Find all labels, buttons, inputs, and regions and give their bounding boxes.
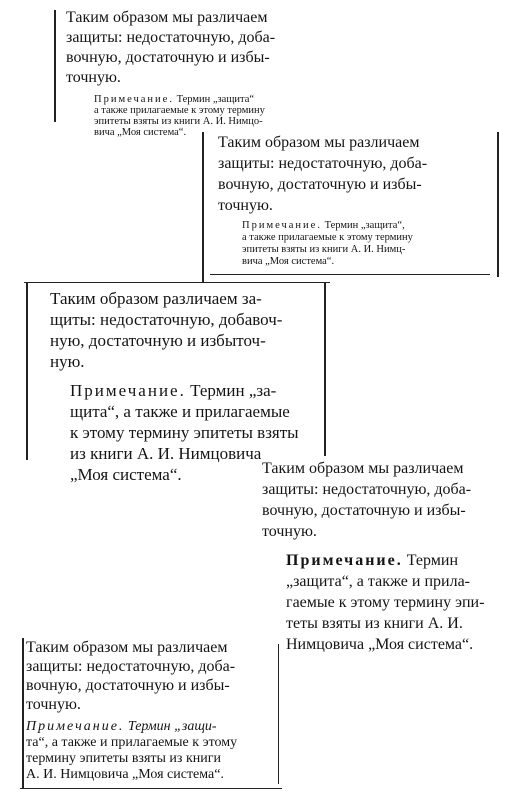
note-text: Примечание. Термин „защи- та“, а также и прилагаемые к этому термину эпитеты взяты из книги А. И. Нимцовича „Моя система“. — [26, 719, 238, 782]
clipping-edge — [24, 282, 330, 283]
clipping-edge — [210, 274, 490, 275]
clipping-1 — [52, 8, 327, 138]
clipping-5 — [20, 638, 282, 783]
clipping-edge — [26, 282, 28, 460]
clipping-4 — [262, 458, 514, 655]
main-text: Таким образом различаем за- щиты: недостаточную, добавоч- ную, достаточную и избыточ- ную. — [50, 289, 283, 371]
clipping-edge — [324, 282, 326, 456]
clipping-3 — [20, 282, 332, 485]
clipping-edge — [20, 788, 282, 789]
clipping-2 — [200, 132, 503, 268]
main-text: Таким образом мы различаем защиты: недостаточную, доба- вочную, достаточную и избы- точную. — [26, 639, 236, 713]
note-text: Примечание. Термин „защита“, а также прилагаемые к этому термину эпитеты взяты из книги А. И. Нимц- вича „Моя система“. — [242, 220, 413, 267]
clipping-edge — [497, 132, 499, 277]
clipping-edge — [54, 10, 56, 122]
clipping-edge — [278, 644, 279, 784]
note-text: Примечание. Термин „защита“, а также и прила- гаемые к этому термину эпи- теты взяты из книги А. И. Нимцовича „Моя система“. — [286, 552, 485, 653]
main-text: Таким образом мы различаем защиты: недостаточную, доба- вочную, достаточную и избы- точную. — [218, 134, 428, 214]
main-text: Таким образом мы различаем защиты: недостаточную, доба- вочную, достаточную и избы- точную. — [66, 9, 276, 86]
clipping-edge — [22, 638, 24, 788]
clipping-edge — [202, 132, 204, 282]
note-text: Примечание. Термин „за- щита“, а также и прилагаемые к этому термину эпитеты взяты из книги А. И. Нимцовича „Моя система“. — [70, 381, 299, 484]
main-text: Таким образом мы различаем защиты: недостаточную, доба- вочную, достаточную и избы- точную. — [262, 460, 472, 540]
note-text: Примечание. Термин „защита“ а также прилагаемые к этому термину эпитеты взяты из книги А. И. Нимцо- вича „Моя система“. — [94, 94, 265, 138]
